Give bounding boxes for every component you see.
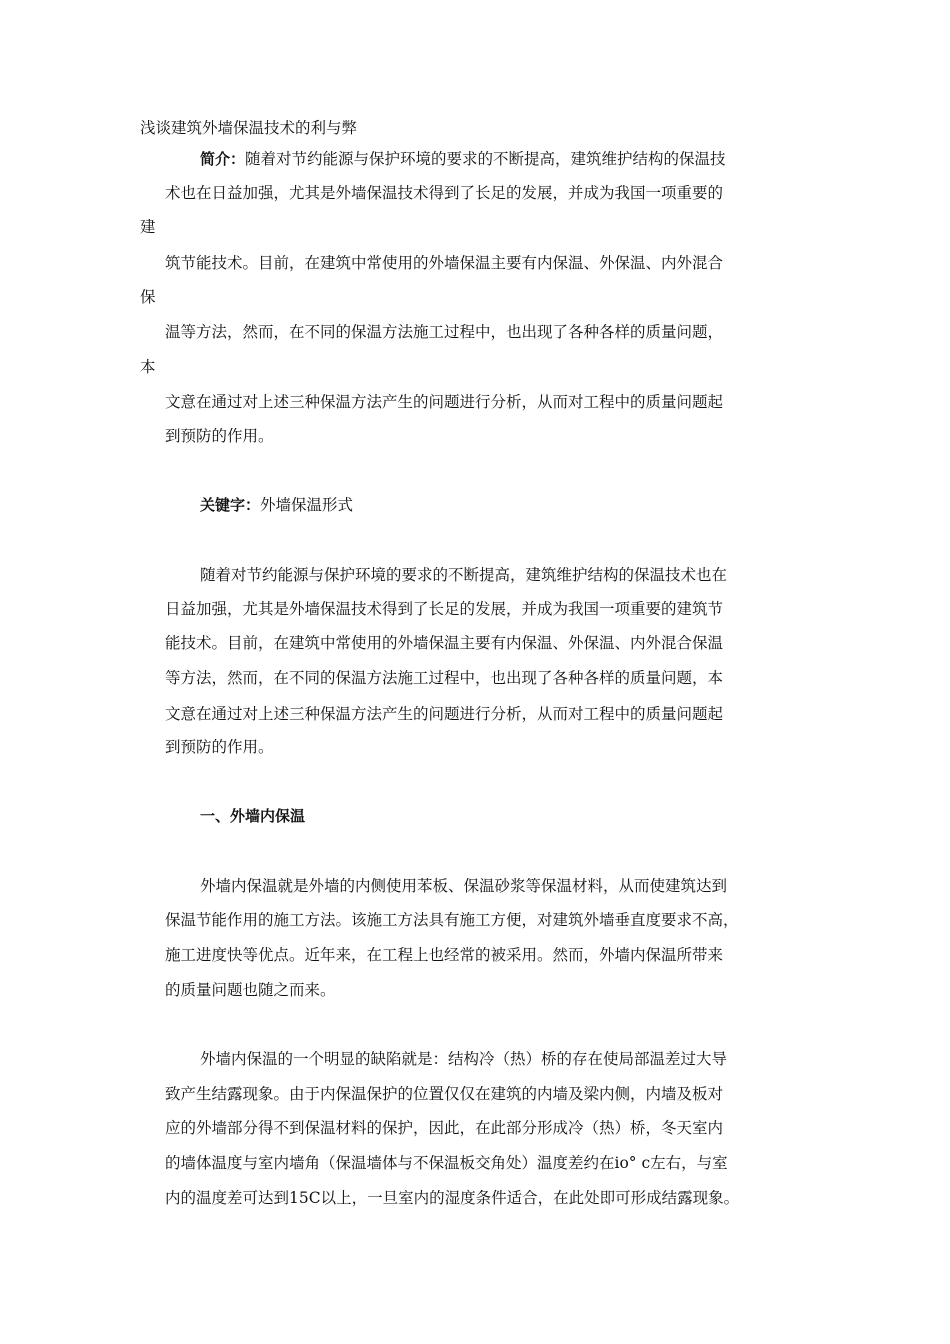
abstract-label: 简介： <box>200 150 246 168</box>
section-paragraph-line: 外墙内保温的一个明显的缺陷就是：结构冷（热）桥的存在使局部温差过大导 <box>200 1050 728 1068</box>
section-paragraph-line: 外墙内保温就是外墙的内侧使用苯板、保温砂浆等保温材料，从而使建筑达到 <box>200 877 728 895</box>
intro-line: 文意在通过对上述三种保温方法产生的问题进行分析，从而对工程中的质量问题起 <box>165 705 724 723</box>
section-paragraph-line: 保温节能作用的施工方法。该施工方法具有施工方便，对建筑外墙垂直度要求不高， <box>165 911 739 929</box>
abstract-line: 建 <box>140 218 156 236</box>
intro-line: 等方法，然而，在不同的保温方法施工过程中，也出现了各种各样的质量问题，本 <box>165 669 724 687</box>
section-paragraph-line: 的质量问题也随之而来。 <box>165 981 336 999</box>
section-heading: 一、外墙内保温 <box>200 807 306 825</box>
document-title: 浅谈建筑外墙保温技术的利与弊 <box>140 119 358 137</box>
section-paragraph-line: 施工进度快等优点。近年来，在工程上也经常的被采用。然而，外墙内保温所带来 <box>165 946 724 964</box>
abstract-first-line <box>200 149 726 169</box>
abstract-line: 温等方法，然而，在不同的保温方法施工过程中，也出现了各种各样的质量问题， <box>165 323 724 341</box>
intro-line: 能技术。目前，在建筑中常使用的外墙保温主要有内保温、外保温、内外混合保温 <box>165 634 724 652</box>
abstract-line: 到预防的作用。 <box>165 427 274 445</box>
keywords-label: 关键字： <box>200 496 261 514</box>
keywords-value: 外墙保温形式 <box>260 496 354 514</box>
keywords <box>200 495 353 515</box>
abstract-line: 保 <box>140 288 156 306</box>
section-paragraph-line: 应的外墙部分得不到保温材料的保护，因此，在此部分形成冷（热）桥，冬天室内 <box>165 1119 724 1137</box>
intro-line: 到预防的作用。 <box>165 738 274 756</box>
abstract-line: 本 <box>140 358 156 376</box>
abstract-line: 术也在日益加强，尤其是外墙保温技术得到了长足的发展，并成为我国一项重要的 <box>165 184 724 202</box>
abstract-line: 文意在通过对上述三种保温方法产生的问题进行分析，从而对工程中的质量问题起 <box>165 393 724 411</box>
section-paragraph-line: 内的温度差可达到15C以上，一旦室内的湿度条件适合，在此处即可形成结露现象。 <box>165 1189 740 1207</box>
section-paragraph-line: 的墙体温度与室内墙角（保温墙体与不保温板交角处）温度差约在io° c左右，与室 <box>165 1154 728 1172</box>
intro-line: 随着对节约能源与保护环境的要求的不断提高，建筑维护结构的保温技术也在 <box>200 566 728 584</box>
intro-line: 日益加强，尤其是外墙保温技术得到了长足的发展，并成为我国一项重要的建筑节 <box>165 600 724 618</box>
section-paragraph-line: 致产生结露现象。由于内保温保护的位置仅仅在建筑的内墙及梁内侧，内墙及板对 <box>165 1085 724 1103</box>
abstract-text: 随着对节约能源与保护环境的要求的不断提高，建筑维护结构的保温技 <box>245 150 726 168</box>
abstract-line: 筑节能技术。目前，在建筑中常使用的外墙保温主要有内保温、外保温、内外混合 <box>165 254 724 272</box>
